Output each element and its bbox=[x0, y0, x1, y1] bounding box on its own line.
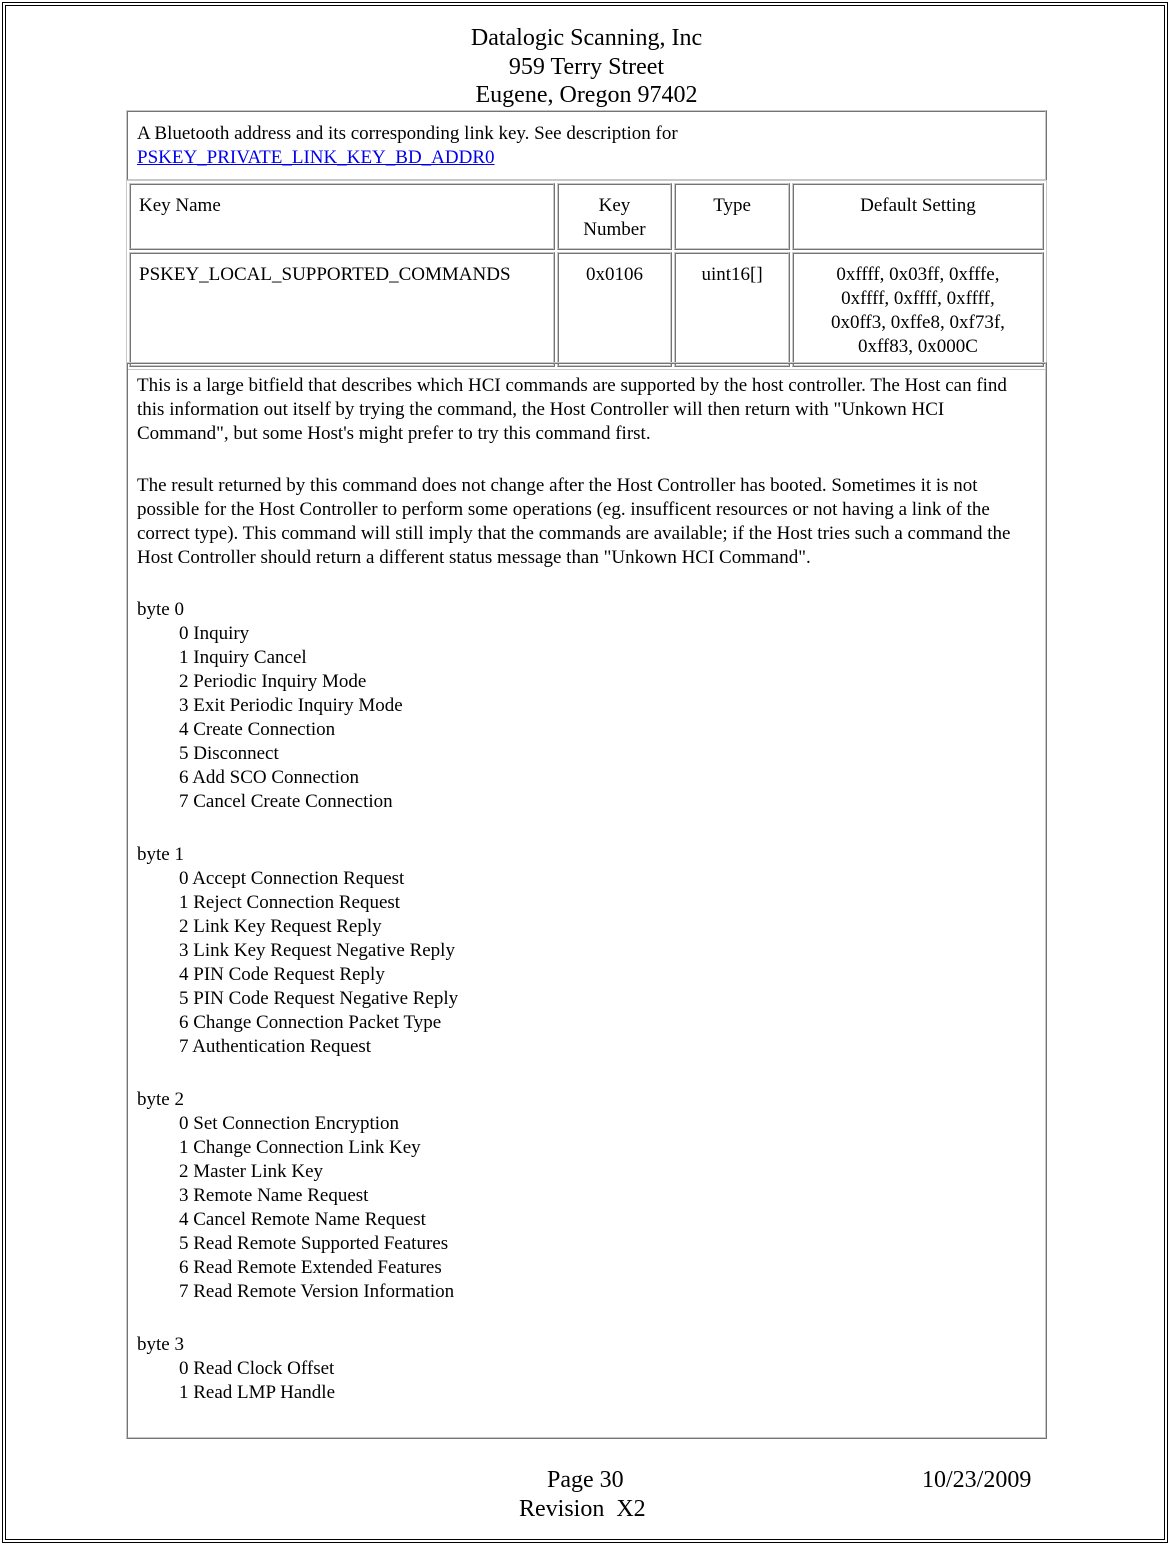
list-item: 4 Create Connection bbox=[179, 719, 336, 740]
list-item: 4 Cancel Remote Name Request bbox=[179, 1209, 426, 1230]
company-street: 959 Terry Street bbox=[508, 53, 665, 80]
list-item: 3 Link Key Request Negative Reply bbox=[179, 940, 455, 961]
byte-group bbox=[137, 843, 1036, 1059]
page-number: Page 30 bbox=[547, 1467, 624, 1493]
list-item: 5 Read Remote Supported Features bbox=[179, 1233, 449, 1254]
list-item: 0 Accept Connection Request bbox=[179, 868, 405, 889]
header-default-setting: Default Setting bbox=[792, 183, 1044, 250]
list-item: 6 Change Connection Packet Type bbox=[179, 1012, 442, 1033]
list-item: 6 Add SCO Connection bbox=[179, 767, 359, 788]
cell-default-setting bbox=[792, 252, 1044, 367]
description-paragraph-2: The result returned by this command does not change after the Host Controller has booted. Sometimes it is not possible for the Host Controller to perform some operations (eg. insufficent resources or not having a link of the correct type). This command will still imply that the commands are available; if the Host tries such a command the Host Controller should return a different status message than "Unkown HCI Command". bbox=[137, 475, 1011, 568]
footer-date: 10/23/2009 bbox=[922, 1467, 1032, 1493]
default-line-2: 0xffff, 0xffff, 0xffff, bbox=[841, 288, 995, 309]
list-item: 1 Change Connection Link Key bbox=[179, 1137, 421, 1158]
private-link-key-link[interactable]: PSKEY_PRIVATE_LINK_KEY_BD_ADDR0 bbox=[137, 147, 495, 168]
intro-text: A Bluetooth address and its corresponding link key. See description for bbox=[137, 123, 678, 144]
cell-key-number: 0x0106 bbox=[557, 252, 673, 367]
list-item: 1 Read LMP Handle bbox=[179, 1382, 336, 1403]
description-box bbox=[126, 362, 1047, 1439]
header-key-number-line2: Number bbox=[583, 219, 646, 240]
byte-label: byte 3 bbox=[137, 1334, 184, 1355]
list-item: 0 Read Clock Offset bbox=[179, 1358, 335, 1379]
header-key-number bbox=[557, 183, 673, 250]
list-item: 4 PIN Code Request Reply bbox=[179, 964, 385, 985]
header-key-number-line1: Key bbox=[598, 195, 631, 216]
revision-label: Revision X2 bbox=[519, 1496, 646, 1522]
list-item: 2 Periodic Inquiry Mode bbox=[179, 671, 367, 692]
default-line-1: 0xffff, 0x03ff, 0xfffe, bbox=[836, 264, 1000, 285]
byte-label: byte 1 bbox=[137, 844, 184, 865]
company-city: Eugene, Oregon 97402 bbox=[475, 82, 698, 108]
list-item: 5 Disconnect bbox=[179, 743, 279, 764]
cell-key-name: PSKEY_LOCAL_SUPPORTED_COMMANDS bbox=[129, 252, 555, 367]
default-line-4: 0xff83, 0x000C bbox=[857, 336, 978, 357]
table-header-row bbox=[129, 183, 1044, 250]
company-name: Datalogic Scanning, Inc bbox=[470, 25, 703, 51]
list-item: 7 Authentication Request bbox=[179, 1036, 372, 1057]
default-line-3: 0x0ff3, 0xffe8, 0xf73f, bbox=[830, 312, 1005, 333]
intro-box bbox=[126, 110, 1047, 181]
list-item: 0 Set Connection Encryption bbox=[179, 1113, 400, 1134]
cell-type: uint16[] bbox=[674, 252, 790, 367]
list-item: 6 Read Remote Extended Features bbox=[179, 1257, 442, 1278]
header-type: Type bbox=[674, 183, 790, 250]
key-table bbox=[126, 180, 1047, 370]
list-item: 0 Inquiry bbox=[179, 623, 250, 644]
list-item: 3 Exit Periodic Inquiry Mode bbox=[179, 695, 403, 716]
byte-group bbox=[137, 1088, 1036, 1304]
table-row bbox=[129, 252, 1044, 367]
byte-label: byte 2 bbox=[137, 1089, 184, 1110]
document-header bbox=[0, 24, 1173, 110]
list-item: 2 Master Link Key bbox=[179, 1161, 324, 1182]
list-item: 7 Read Remote Version Information bbox=[179, 1281, 455, 1302]
list-item: 2 Link Key Request Reply bbox=[179, 916, 382, 937]
list-item: 3 Remote Name Request bbox=[179, 1185, 369, 1206]
header-key-name: Key Name bbox=[129, 183, 555, 250]
description-paragraph-1: This is a large bitfield that describes which HCI commands are supported by the host controller. The Host can find this information out itself by trying the command, the Host Controller will then return with "Unkown HCI Command", but some Host's might prefer to try this command first. bbox=[137, 375, 1007, 444]
list-item: 1 Inquiry Cancel bbox=[179, 647, 307, 668]
list-item: 7 Cancel Create Connection bbox=[179, 791, 393, 812]
list-item: 1 Reject Connection Request bbox=[179, 892, 401, 913]
list-item: 5 PIN Code Request Negative Reply bbox=[179, 988, 459, 1009]
byte-label: byte 0 bbox=[137, 599, 184, 620]
byte-group bbox=[137, 1333, 1036, 1405]
byte-group bbox=[137, 598, 1036, 814]
